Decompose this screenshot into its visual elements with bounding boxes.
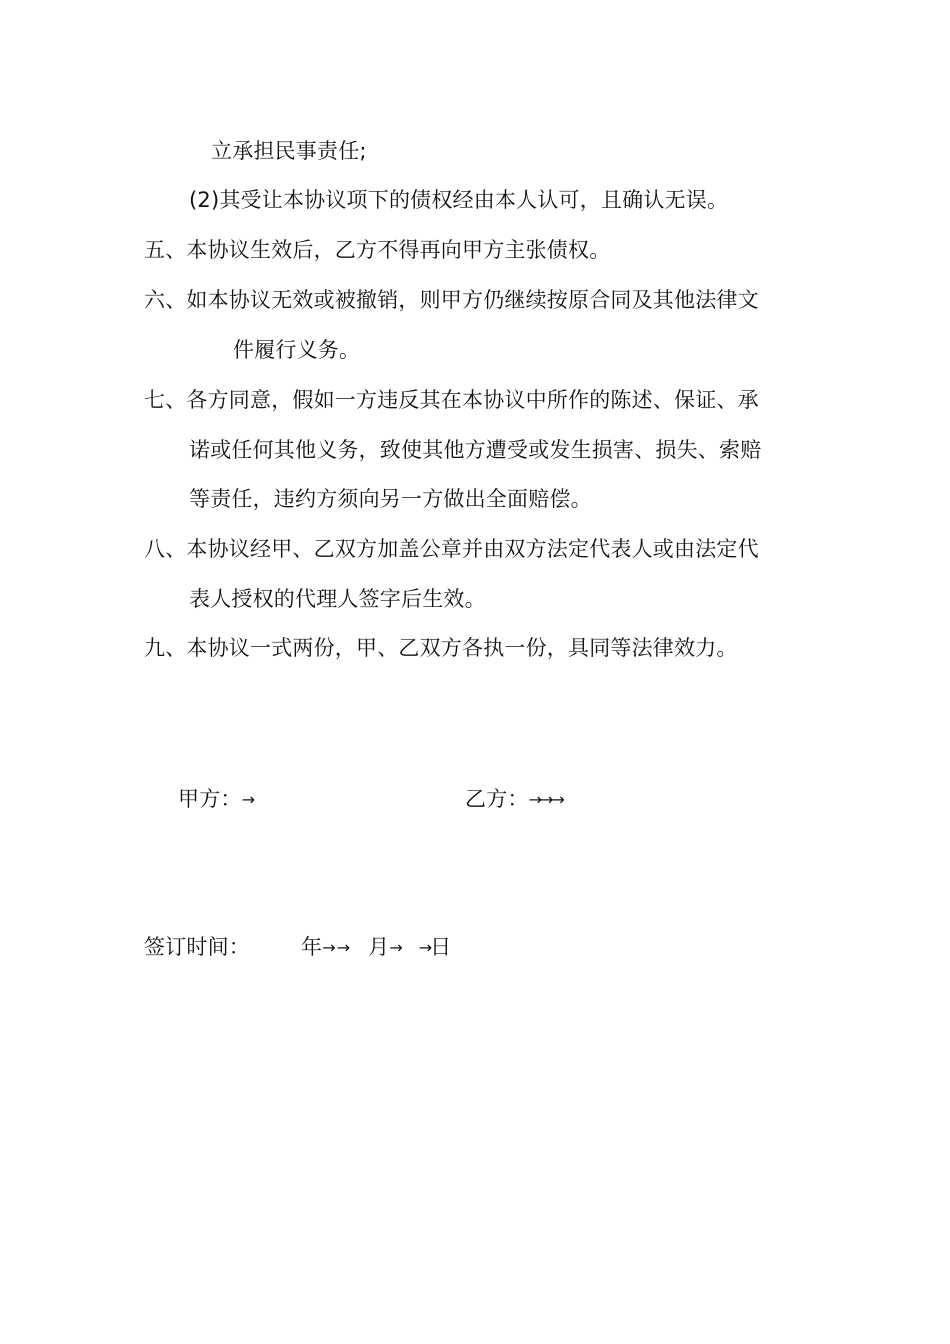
clause-line: 表人授权的代理人签字后生效。 bbox=[189, 587, 486, 611]
clause-eight: 八、本协议经甲、乙双方加盖公章并由双方法定代表人或由法定代 bbox=[144, 537, 759, 561]
party-a-signature bbox=[178, 785, 253, 814]
tab-arrow-icon: → bbox=[241, 790, 254, 809]
signing-date-label: 签订时间： bbox=[144, 935, 250, 959]
party-b-label: 乙方： bbox=[465, 787, 529, 811]
clause-nine: 九、本协议一式两份，甲、乙双方各执一份，具同等法律效力。 bbox=[144, 636, 738, 660]
clause-seven: 七、各方同意，假如一方违反其在本协议中所作的陈述、保证、承 bbox=[144, 388, 759, 412]
clause-five: 五、本协议生效后，乙方不得再向甲方主张债权。 bbox=[144, 238, 611, 262]
clause-line: (2)其受让本协议项下的债权经由本人认可，且确认无误。 bbox=[189, 188, 729, 212]
clause-six: 六、如本协议无效或被撤销，则甲方仍继续按原合同及其他法律文 bbox=[144, 288, 759, 312]
signing-date-fields bbox=[301, 933, 451, 962]
clause-line: 等责任，违约方须向另一方做出全面赔偿。 bbox=[189, 487, 592, 511]
party-a-label: 甲方： bbox=[178, 787, 242, 811]
clause-line: 诺或任何其他义务，致使其他方遭受或发生损害、损失、索赔 bbox=[189, 438, 762, 462]
day-label: 日 bbox=[430, 935, 452, 959]
tab-arrow-icon: →→→ bbox=[528, 790, 563, 809]
month-label: 月 bbox=[368, 935, 390, 959]
party-b-signature bbox=[465, 785, 563, 814]
clause-line: 立承担民事责任; bbox=[211, 139, 367, 163]
tab-arrow-icon: → bbox=[389, 938, 401, 957]
year-label: 年 bbox=[301, 935, 323, 959]
tab-arrow-icon: → → bbox=[322, 938, 349, 957]
tab-arrow-icon: → bbox=[418, 938, 431, 957]
clause-line: 件履行义务。 bbox=[233, 338, 361, 362]
